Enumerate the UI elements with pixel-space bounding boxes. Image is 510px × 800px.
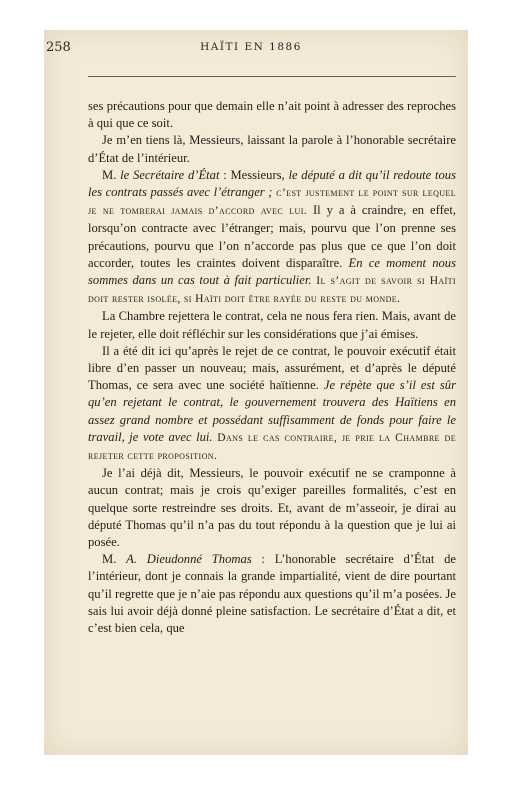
text-run: Je m’en tiens là, Messieurs, laissant la parole à l’honorable secrétaire d’État de l’intérieur. (88, 133, 456, 165)
page-body (88, 98, 456, 637)
small-caps-text: Dans le cas contraire, je prie la Chambre de rejeter cette proposition. (88, 431, 456, 463)
italic-text: En ce moment nous sommes dans un cas tout à fait particulier. (88, 255, 457, 288)
italic-text: le Secrétaire d’État (120, 167, 220, 182)
italic-text: Je répète que s’il est sûr qu’en rejetant le contrat, le gouvernement trouvera des Haïtiens en assez grand nombre et possédant suffisamment de fonds pour faire le travail, je vote avec lui. (88, 378, 456, 444)
text-run: Il a été dit ici qu’après le rejet de ce contrat, le pouvoir exécutif était libre d’en passer un nouveau; mais, assurément, et d’après le député Thomas, ce sera avec une société haïtienne. (88, 343, 456, 393)
paragraph-p5 (88, 343, 456, 465)
italic-text: le député a dit qu’il redoute tous les contrats passés avec l’étranger ; (88, 167, 456, 200)
text-run: Il y a à craindre, en effet, lorsqu’on contracte avec l’étranger; mais, pourvu que l’on prenne ses précautions, pourvu que l’on n’accorde pas plus que ce que l’on doit accorder, toutes les craintes doivent disparaître. (88, 203, 457, 270)
text-run: M. (102, 167, 121, 182)
paragraph-p1 (88, 98, 456, 132)
page-number: 258 (46, 40, 71, 55)
paragraph-p3 (88, 167, 456, 309)
paragraph-p6 (88, 465, 456, 551)
text-run: : Messieurs, (219, 167, 289, 182)
text-run: M. (102, 552, 127, 567)
text-run: La Chambre rejettera le contrat, cela ne nous fera rien. Mais, avant de le rejeter, elle doit réfléchir sur les considérations que j’ai émises. (88, 309, 456, 341)
small-caps-text: c’est justement le point sur lequel je ne tomberai jamais d’accord avec lui. (88, 187, 456, 218)
small-caps-text: Il s’agit de savoir si Haïti doit rester isolée, si Haïti doit être rayée du reste du monde. (88, 275, 456, 306)
header-rule (88, 76, 456, 77)
paragraph-p2 (88, 132, 456, 166)
text-run: Je l’ai déjà dit, Messieurs, le pouvoir exécutif ne se cramponne à aucun contrat; mais je crois qu’exiger pareilles formalités, c’est en quelque sorte restreindre ses droits. Et, avant de m’asseoir, je dirai au député Thomas qu’il n’a pas du tout répondu à la question que je lui ai posée. (88, 466, 456, 550)
text-run: : L’honorable secrétaire d’État de l’intérieur, dont je connais la grande impartialité, vient de dire pourtant qu’il regrette que je n’aie pas répondu aux questions qu’il m’a posées. Je sais lui avoir déjà donné pleine satisfaction. Le secrétaire d’État a dit, et c’est bien cela, que (88, 552, 456, 636)
paragraph-p7 (88, 551, 456, 637)
paragraph-p4 (88, 308, 456, 342)
text-run: ses précautions pour que demain elle n’ait point à adresser des reproches à qui que ce soit. (88, 99, 456, 131)
italic-text: A. Dieudonné Thomas (126, 552, 252, 567)
running-title: HAÏTI EN 1886 (200, 41, 302, 53)
